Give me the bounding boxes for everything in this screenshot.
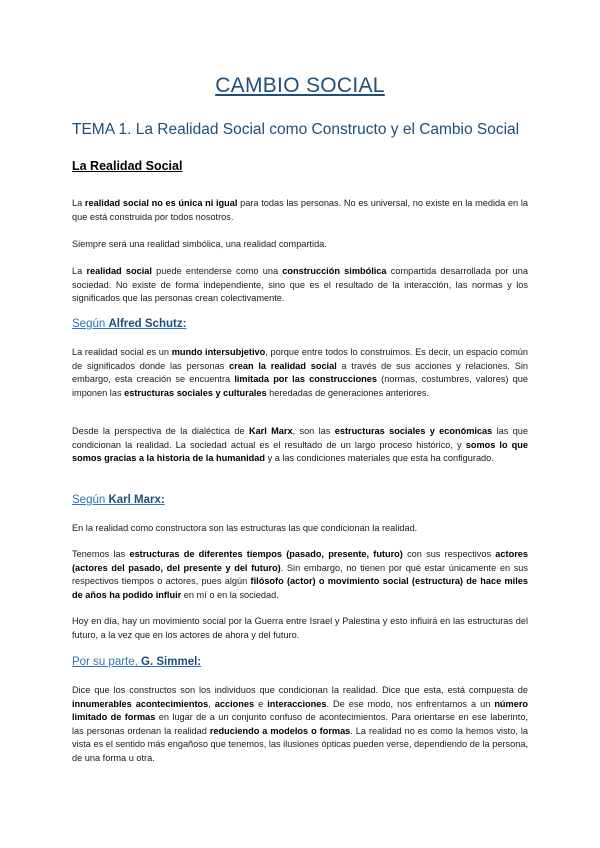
subheading-marx-prefix: Según — [72, 494, 109, 506]
bold-text: estructuras sociales y culturales — [124, 387, 267, 398]
paragraph-2 — [72, 238, 528, 252]
section-heading-realidad-social: La Realidad Social — [72, 159, 183, 173]
bold-text: construcción simbólica — [282, 266, 387, 276]
bold-text: realidad social — [86, 266, 152, 276]
text-run: . De ese modo, nos enfrentamos a un — [326, 698, 495, 709]
text-run: compartida desarrollada por una sociedad. No existe de forma independiente, sino que es el resultado de la interacción, las normas y los significados que las personas crean colectivamente. — [72, 266, 528, 304]
text-run: . Sin embargo, no tienen por qué estar únicamente en sus respectivos tiempos o actores, pues algún — [72, 562, 528, 587]
text-run: . La realidad no es como la hemos visto, la vista es el sentido más engañoso que tenemos, las ilusiones ópticas pueden verse, dependiendo de la persona, de una forma u otra. — [72, 725, 528, 763]
subheading-simmel-prefix: Por su parte, — [72, 656, 142, 668]
subheading-schutz-name: Alfred Schutz: — [108, 318, 187, 330]
bold-text: realidad social no es única ni igual — [84, 198, 238, 208]
text-run: las que condicionan la realidad. La sociedad actual es el resultado de un largo proceso histórico, y — [72, 426, 528, 450]
paragraph-3 — [72, 265, 528, 306]
subheading-simmel — [72, 656, 201, 668]
paragraph-5 — [72, 425, 528, 466]
bold-text: interacciones — [267, 698, 327, 709]
paragraph-6 — [72, 522, 528, 536]
bold-text: somos lo que somos gracias a la historia de la humanidad — [72, 439, 529, 464]
text-run: heredadas de generaciones anteriores. — [266, 387, 430, 398]
bold-text: innumerables acontecimientos — [72, 698, 209, 709]
bold-text: estructuras sociales y económicas — [334, 426, 493, 436]
subheading-marx — [72, 494, 165, 506]
bold-text: acciones — [214, 698, 255, 709]
subheading-simmel-name: G. Simmel: — [141, 656, 202, 668]
text-run: Tenemos las — [72, 549, 130, 559]
paragraph-4 — [72, 346, 528, 400]
text-run: La — [72, 198, 85, 208]
bold-text: crean la realidad social — [229, 360, 337, 371]
page-title: CAMBIO SOCIAL — [215, 74, 385, 97]
bold-text: reduciendo a modelos o formas — [209, 725, 351, 736]
paragraph-8 — [72, 615, 528, 642]
tema-heading: TEMA 1. La Realidad Social como Constructo y el Cambio Social — [72, 121, 520, 138]
bold-text: mundo intersubjetivo — [171, 347, 266, 357]
bold-text: actores (actores del pasado, del presente y del futuro) — [72, 549, 528, 573]
paragraph-7 — [72, 548, 528, 602]
bold-text: Karl Marx — [248, 426, 293, 436]
text-run: (normas, costumbres, valores) que imponen las — [72, 374, 528, 398]
text-run: Hoy en día, hay un movimiento social por la Guerra entre Israel y Palestina y esto influirá en las estructuras del futuro, a la vez que en los actores de ahora y del futuro. — [72, 616, 528, 640]
text-run: Dice que los constructos son los individuos que condicionan la realidad. Dice que esta, está compuesta de — [72, 685, 528, 695]
text-run: En la realidad como constructora son las estructuras las que condicionan la realidad. — [72, 523, 418, 533]
text-run: La realidad social es un — [72, 347, 172, 357]
subheading-schutz — [72, 318, 186, 330]
paragraph-9 — [72, 684, 528, 766]
subheading-schutz-prefix: Según — [72, 318, 109, 330]
bold-text: filósofo (actor) o movimiento social (estructura) de hace miles de años ha podido influir — [72, 576, 528, 600]
text-run: puede entenderse como una — [151, 266, 283, 276]
text-run: e — [254, 698, 268, 709]
text-run: para todas las personas. No es universal, no existe en la medida en la que está construida por todos nosotros. — [72, 198, 529, 222]
bold-text: estructuras de diferentes tiempos (pasado, presente, futuro) — [129, 549, 403, 559]
bold-text: limitada por las construcciones — [234, 374, 378, 385]
subheading-marx-name: Karl Marx: — [108, 494, 165, 506]
text-run: Desde la perspectiva de la dialéctica de — [72, 426, 249, 436]
text-run: a través de sus acciones y relaciones. Sin embargo, esta creación se encuentra — [72, 360, 528, 385]
text-run: , — [208, 698, 215, 709]
text-run: , son las — [292, 426, 335, 436]
text-run: , porque entre todos lo construimos. Es decir, un espacio común de significados donde las personas — [72, 347, 528, 371]
text-run: en lugar de a un conjunto confuso de acontecimientos. Para orientarse en ese laberinto, las personas ordenan la realidad — [72, 712, 528, 736]
text-run: La — [72, 266, 87, 276]
text-run: y a las condiciones materiales que esta ha configurado. — [265, 453, 494, 464]
text-run: Siempre será una realidad simbólica, una realidad compartida. — [72, 239, 327, 249]
text-run: en mí o en la sociedad. — [181, 589, 279, 600]
bold-text: número limitado de formas — [72, 698, 529, 723]
text-run: con sus respectivos — [402, 549, 496, 559]
paragraph-1 — [72, 197, 528, 224]
